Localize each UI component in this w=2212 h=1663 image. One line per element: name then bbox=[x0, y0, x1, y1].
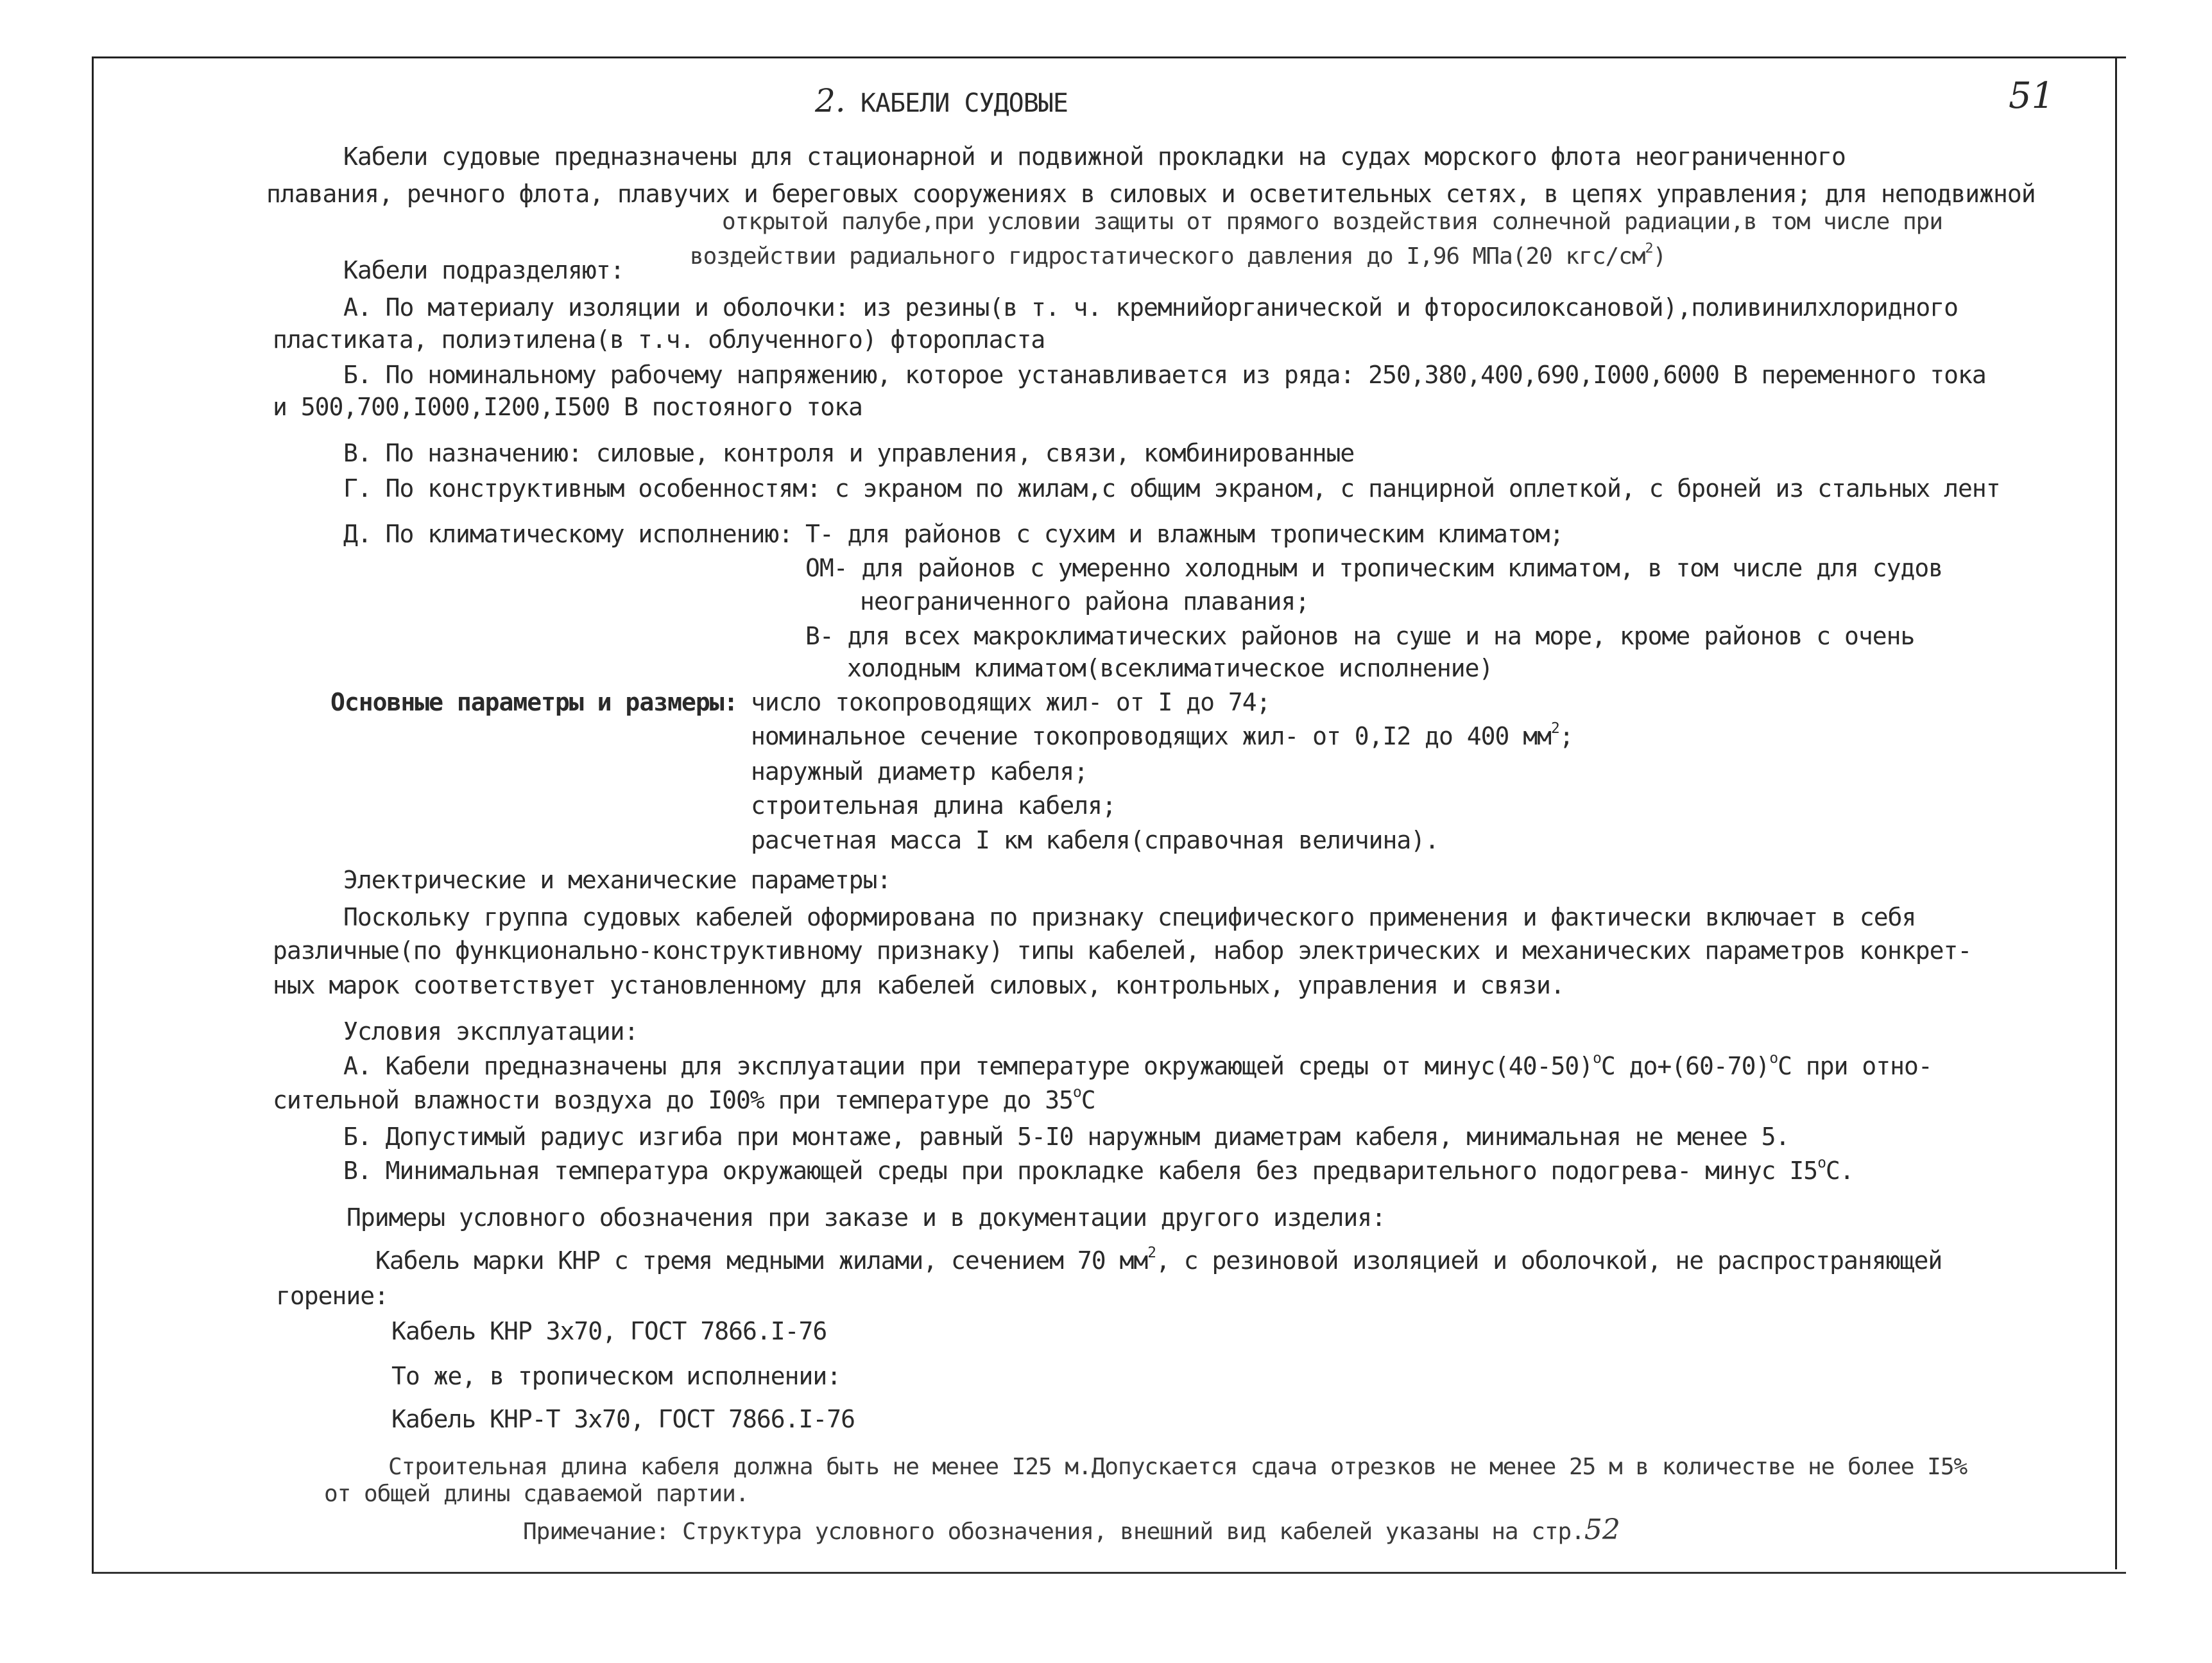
length-line-1: Строительная длина кабеля должна быть не менее I25 м.Допускается сдача отрезков не менее 25 м в количестве не более I5% bbox=[388, 1454, 1968, 1480]
climate-om-line-2: неограниченного района плавания; bbox=[860, 587, 1310, 616]
subdivision-b-line-1: Б. По номинальному рабочему напряжению, которое устанавливается из ряда: 250,380,400,690,I000,6000 В переменного тока bbox=[343, 361, 1986, 389]
examples-heading: Примеры условного обозначения при заказе и в документации другого изделия: bbox=[347, 1203, 1385, 1232]
examples-line-2: горение: bbox=[276, 1282, 389, 1310]
operation-heading: Условия эксплуатации: bbox=[343, 1017, 639, 1046]
subdivision-b-line-2: и 500,700,I000,I200,I500 В постояного тока bbox=[273, 393, 862, 421]
operation-a-line-2: сительной влажности воздуха до I00% при температуре до $35^оС$ bbox=[273, 1083, 1095, 1114]
parameter-diameter: наружный диаметр кабеля; bbox=[751, 757, 1088, 786]
electrical-heading: Электрические и механические параметры: bbox=[343, 866, 891, 894]
subdivision-g-line: Г. По конструктивным особенностям: с экраном по жилам,с общим экраном, с панцирной оплеткой, с броней из стальных лент bbox=[343, 474, 2000, 503]
length-line-2: от общей длины сдаваемой партии. bbox=[324, 1481, 749, 1507]
example-knr-t: Кабель КНР-Т 3х70, ГОСТ 7866.I-76 bbox=[391, 1405, 855, 1433]
subdivision-a-line-2: пластиката, полиэтилена(в т.ч. облученного) фторопласта bbox=[273, 325, 1045, 354]
parameter-section: номинальное сечение токопроводящих жил- от 0,I2 до 400 $мм^2$; bbox=[751, 719, 1573, 750]
footer-note-page: 52 bbox=[1584, 1513, 1620, 1546]
subdivision-heading: Кабели подразделяют: bbox=[343, 256, 624, 284]
example-tropical-heading: То же, в тропическом исполнении: bbox=[391, 1362, 841, 1390]
page-frame-right-border bbox=[2115, 58, 2117, 1569]
parameter-length: строительная длина кабеля; bbox=[751, 791, 1116, 820]
subdivision-a-line-1: А. По материалу изоляции и оболочки: из резины(в т. ч. кремнийорганической и фторосилоксановой),поливинилхлоридного bbox=[343, 293, 1958, 322]
operation-b-line: Б. Допустимый радиус изгиба при монтаже, равный 5-I0 наружным диаметрам кабеля, минимальная не менее 5. bbox=[343, 1123, 1790, 1151]
climate-t: Т- для районов с сухим и влажным тропическим климатом; bbox=[805, 520, 1564, 548]
intro-line-4: воздействии радиального гидростатического давления до I,96 МПа(20 кгс/$см^2$) bbox=[690, 240, 1667, 270]
parameters-label: Основные параметры и размеры: bbox=[330, 688, 738, 716]
examples-line-1: Кабель марки КНР с тремя медными жилами, сечением 70 $мм^2$, с резиновой изоляцией и оболочкой, не распространяющей bbox=[375, 1244, 1942, 1275]
climate-v-line-2: холодным климатом(всеклиматическое исполнение) bbox=[847, 654, 1493, 682]
subdivision-d-label: Д. По климатическому исполнению: bbox=[343, 520, 793, 548]
operation-v-line: В. Минимальная температура окружающей среды при прокладке кабеля без предварительного подогрева- минус $I5^оС$. bbox=[343, 1154, 1854, 1185]
parameter-cores: число токопроводящих жил- от I до 74; bbox=[751, 688, 1271, 716]
page-number: 51 bbox=[2009, 75, 2055, 117]
section-number: 2. bbox=[815, 82, 846, 119]
intro-line-2: плавания, речного флота, плавучих и береговых сооружениях в силовых и осветительных сетях, в цепях управления; для неподвижной bbox=[266, 180, 2036, 208]
subdivision-v-line: В. По назначению: силовые, контроля и управления, связи, комбинированные bbox=[343, 439, 1355, 467]
electrical-line-2: различные(по функционально-конструктивному признаку) типы кабелей, набор электрических и механических параметров конкрет- bbox=[273, 936, 1972, 965]
footer-note: Примечание: Структура условного обозначения, внешний вид кабелей указаны на стр.52 bbox=[523, 1513, 1620, 1546]
section-title bbox=[815, 82, 1068, 119]
intro-line-1: Кабели судовые предназначены для стационарной и подвижной прокладки на судах морского флота неограниченного bbox=[343, 142, 1846, 171]
climate-v-line-1: В- для всех макроклиматических районов на суше и на море, кроме районов с очень bbox=[805, 622, 1915, 650]
operation-a-line-1: А. Кабели предназначены для эксплуатации при температуре окружающей среды от $минус(40-50)^оС$ $до+(60-70)^оС$ при отно- bbox=[343, 1049, 1932, 1080]
climate-om-line-1: ОМ- для районов с умеренно холодным и тропическим климатом, в том числе для судов bbox=[805, 554, 1943, 582]
electrical-line-1: Поскольку группа судовых кабелей оформирована по признаку специфического применения и фактически включает в себя bbox=[343, 903, 1916, 931]
parameter-mass: расчетная масса I км кабеля(справочная величина). bbox=[751, 826, 1439, 854]
section-title-text: КАБЕЛИ СУДОВЫЕ bbox=[860, 89, 1068, 118]
intro-line-3: открытой палубе,при условии защиты от прямого воздействия солнечной радиации,в том числе при bbox=[722, 209, 1942, 235]
example-knr: Кабель КНР 3х70, ГОСТ 7866.I-76 bbox=[391, 1317, 827, 1345]
electrical-line-3: ных марок соответствует установленному для кабелей силовых, контрольных, управления и связи. bbox=[273, 971, 1565, 999]
